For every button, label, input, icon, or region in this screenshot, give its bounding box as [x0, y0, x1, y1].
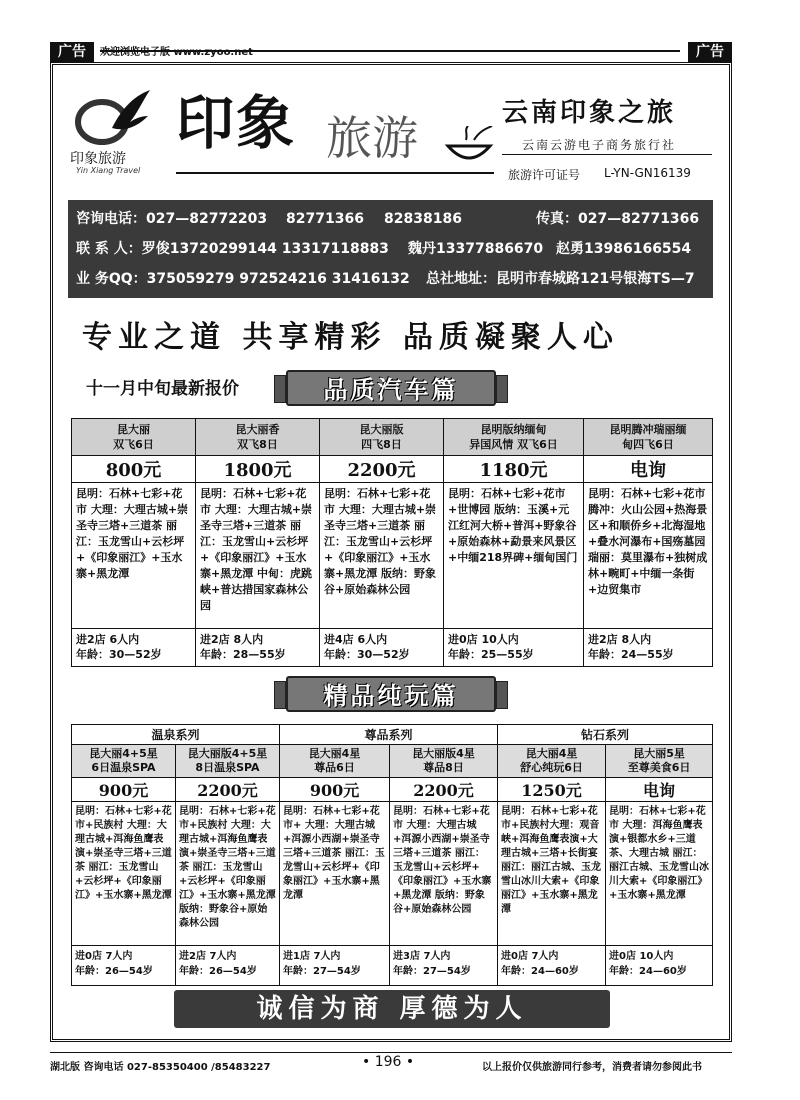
route-shops-age — [584, 629, 713, 667]
route-name: 昆大丽版4+5星 — [187, 747, 268, 760]
car-routes-table — [71, 418, 713, 667]
route-price: 1800元 — [196, 456, 320, 483]
route-itinerary: 昆明：石林+七彩+花市 大理：大理古城+崇圣寺三塔+三道茶 丽江：玉龙雪山+云杉坪+《印象丽江》+玉水寨+黑龙潭 版纳：野象谷+原始森林公园 — [320, 483, 444, 629]
site-banner: 欢迎浏览电子版 www.zyoo.net — [100, 47, 253, 58]
shop-count: 进1店 7人内 — [283, 951, 341, 962]
shop-count: 进2店 6人内 — [76, 633, 140, 646]
series-row — [72, 725, 713, 745]
route-type: 尊品6日 — [314, 761, 355, 774]
motto: 专业之道 共享精彩 品质凝聚人心 — [82, 320, 619, 355]
series-diamond: 钻石系列 — [498, 725, 713, 745]
route-price: 1180元 — [444, 456, 584, 483]
contact-person-2: 魏丹13377886670 — [408, 241, 544, 257]
route-price: 1250元 — [498, 778, 606, 802]
phone-main: 咨询电话：027—82772203 — [76, 211, 268, 227]
pure-routes-table — [71, 724, 713, 986]
route-type: 异国风情 双飞6日 — [469, 438, 558, 451]
route-name: 昆大丽5星 — [633, 747, 685, 760]
brand-title: 印象 — [176, 89, 297, 157]
route-name: 昆大丽4星 — [525, 747, 578, 760]
route-header — [196, 419, 320, 456]
route-header — [606, 745, 713, 778]
route-header — [176, 745, 280, 778]
route-type: 四飞8日 — [361, 438, 402, 451]
route-itinerary: 昆明：石林+七彩+花市 腾冲：火山公园+热海景区+和顺侨乡+北海湿地+叠水河瀑布+国殇墓园 瑞丽：莫里瀑布+独树成林+畹町+中缅一条街+边贸集市 — [584, 483, 713, 629]
route-itinerary: 昆明：石林+七彩+花市+ 大理：大理古城+洱源小西湖+崇圣寺三塔+三道茶 丽江：玉龙雪山+云杉坪+《印象丽江》+玉水寨+黑龙潭 — [280, 802, 390, 946]
route-name: 昆大丽版 — [359, 423, 404, 436]
route-itinerary: 昆明：石林+七彩+花市+民族村 大理：大理古城+洱海鱼鹰表演+崇圣寺三塔+三道茶 丽江：玉龙雪山+云杉坪+《印象丽江》+玉水寨+黑龙潭 — [72, 802, 176, 946]
contact-block — [68, 200, 713, 298]
route-itinerary: 昆明：石林+七彩+花市+民族村 大理：大理古城+洱海鱼鹰表演+崇圣寺三塔+三道茶 丽江：玉龙雪山+云杉坪+《印象丽江》+玉水寨+黑龙潭 版纳：野象谷+原始森林公园 — [176, 802, 280, 946]
shops-age-row — [72, 629, 713, 667]
route-price: 800元 — [72, 456, 196, 483]
route-itinerary: 昆明：石林+七彩+花市 大理：大理古城+洱源小西湖+崇圣寺三塔+三道茶 丽江：玉龙雪山+云杉坪+《印象丽江》+玉水寨+黑龙潭 版纳：野象谷+原始森林公园 — [390, 802, 498, 946]
contact-people-row — [76, 234, 705, 264]
age-range: 年龄：27—54岁 — [393, 966, 471, 977]
route-header — [584, 419, 713, 456]
route-price: 电询 — [584, 456, 713, 483]
route-type: 舒心纯玩6日 — [520, 761, 583, 774]
route-header — [280, 745, 390, 778]
ad-label-right: 广告 — [688, 42, 732, 62]
route-shops-age — [390, 946, 498, 986]
route-header-row — [72, 745, 713, 778]
route-header — [444, 419, 584, 456]
brand-underline — [176, 172, 494, 174]
shop-count: 进0店 7人内 — [75, 951, 133, 962]
company-rule — [502, 154, 712, 155]
route-type: 6日温泉SPA — [91, 761, 156, 774]
business-qq: 业 务QQ：375059279 972524216 31416132 — [76, 271, 410, 287]
route-header — [72, 745, 176, 778]
phone-row — [76, 204, 705, 234]
route-header — [390, 745, 498, 778]
page-number: • 196 • — [362, 1054, 415, 1070]
series-hot-spring: 温泉系列 — [72, 725, 280, 745]
route-shops-age — [196, 629, 320, 667]
age-range: 年龄：25—55岁 — [448, 648, 534, 661]
phone-third: 82838186 — [384, 211, 462, 227]
license-label: 旅游许可证号 — [508, 168, 581, 182]
age-range: 年龄：24—55岁 — [588, 648, 674, 661]
ad-label-left: 广告 — [50, 42, 94, 62]
route-price: 2200元 — [390, 778, 498, 802]
route-type: 甸四飞6日 — [622, 438, 674, 451]
route-header — [498, 745, 606, 778]
route-name: 昆明腾冲瑞丽缅 — [609, 423, 687, 436]
shop-count: 进2店 8人内 — [588, 633, 652, 646]
shop-count: 进4店 6人内 — [324, 633, 388, 646]
age-range: 年龄：24—60岁 — [609, 966, 687, 977]
phone-second: 82771366 — [286, 211, 364, 227]
itinerary-row — [72, 802, 713, 946]
head-office-address: 总社地址：昆明市春城路121号银海TS—7 — [426, 271, 695, 287]
route-shops-age — [72, 629, 196, 667]
route-shops-age — [176, 946, 280, 986]
route-shops-age — [606, 946, 713, 986]
age-range: 年龄：27—54岁 — [283, 966, 361, 977]
route-type: 双飞8日 — [237, 438, 278, 451]
route-name: 昆大丽香 — [235, 423, 280, 436]
route-shops-age — [280, 946, 390, 986]
route-type: 尊品8日 — [423, 761, 464, 774]
footer-disclaimer: 以上报价仅供旅游同行参考，消费者请勿参阅此书 — [482, 1062, 702, 1073]
route-price: 900元 — [280, 778, 390, 802]
route-shops-age — [444, 629, 584, 667]
footer-rule — [50, 1052, 732, 1053]
age-range: 年龄：28—55岁 — [200, 648, 286, 661]
route-name: 昆大丽4星 — [308, 747, 361, 760]
premium-pure-banner: 精品纯玩篇 — [286, 676, 496, 712]
qq-address-row — [76, 264, 705, 294]
route-price: 2200元 — [320, 456, 444, 483]
route-price: 900元 — [72, 778, 176, 802]
shop-count: 进0店 7人内 — [501, 951, 559, 962]
bowl-icon — [444, 126, 494, 166]
brand-subtitle: 旅游 — [326, 111, 418, 165]
age-range: 年龄：24—60岁 — [501, 966, 579, 977]
shop-count: 进0店 10人内 — [448, 633, 519, 646]
shop-count: 进2店 8人内 — [200, 633, 264, 646]
license-number: L-YN-GN16139 — [604, 166, 691, 180]
shop-count: 进3店 7人内 — [393, 951, 451, 962]
age-range: 年龄：26—54岁 — [75, 966, 153, 977]
company-name: 云南云游电子商务旅行社 — [522, 138, 677, 152]
route-itinerary: 昆明：石林+七彩+花市+世博园 版纳：玉溪+元江红河大桥+普洱+野象谷+原始森林+勐景来风景区+中缅218界碑+缅甸国门 — [444, 483, 584, 629]
route-type: 8日温泉SPA — [195, 761, 260, 774]
route-name: 昆大丽版4星 — [412, 747, 475, 760]
itinerary-row — [72, 483, 713, 629]
route-name: 昆大丽 — [117, 423, 150, 436]
route-header — [320, 419, 444, 456]
series-premium: 尊品系列 — [280, 725, 498, 745]
route-type: 至尊美食6日 — [627, 761, 691, 774]
age-range: 年龄：30—52岁 — [324, 648, 410, 661]
logo-chinese: 印象旅游 — [70, 151, 126, 167]
route-itinerary: 昆明：石林+七彩+花市 大理：大理古城+崇圣寺三塔+三道茶 丽江：玉龙雪山+云杉坪+《印象丽江》+玉水寨+黑龙潭 — [72, 483, 196, 629]
shops-age-row — [72, 946, 713, 986]
price-row — [72, 456, 713, 483]
route-shops-age — [320, 629, 444, 667]
route-header-row — [72, 419, 713, 456]
route-price: 电询 — [606, 778, 713, 802]
age-range: 年龄：26—54岁 — [179, 966, 257, 977]
route-type: 双飞6日 — [113, 438, 154, 451]
footer-edition-phone: 湖北版 咨询电话 027-85350400 /85483227 — [50, 1062, 271, 1073]
latest-price-label: 十一月中旬最新报价 — [86, 379, 239, 399]
wing-logo-icon — [72, 88, 152, 148]
route-itinerary: 昆明：石林+七彩+花市 大理：大理古城+崇圣寺三塔+三道茶 丽江：玉龙雪山+云杉坪+《印象丽江》+玉水寨+黑龙潭 中甸：虎跳峡+普达措国家森林公园 — [196, 483, 320, 629]
logo-english: Yin Xiang Travel — [76, 166, 141, 175]
route-shops-age — [498, 946, 606, 986]
shop-count: 进0店 10人内 — [609, 951, 674, 962]
route-price: 2200元 — [176, 778, 280, 802]
contact-person-1: 联 系 人：罗俊13720299144 13317118883 — [76, 241, 389, 257]
contact-person-3: 赵勇13986166554 — [556, 241, 692, 257]
route-name: 昆大丽4+5星 — [89, 747, 158, 760]
fax-number: 传真：027—82771366 — [536, 211, 700, 227]
bottom-slogan: 诚信为商 厚德为人 — [174, 990, 610, 1028]
age-range: 年龄：30—52岁 — [76, 648, 162, 661]
route-header — [72, 419, 196, 456]
route-itinerary: 昆明：石林+七彩+花市 大理：洱海鱼鹰表演+银都水乡+三道茶、大理古城 丽江：丽江古城、玉龙雪山冰川大索+《印象丽江》+玉水寨+黑龙潭 — [606, 802, 713, 946]
route-name: 昆明版纳缅甸 — [480, 423, 547, 436]
shop-count: 进2店 7人内 — [179, 951, 237, 962]
price-row — [72, 778, 713, 802]
quality-car-banner: 品质汽车篇 — [286, 370, 496, 406]
route-shops-age — [72, 946, 176, 986]
yunnan-slogan: 云南印象之旅 — [502, 98, 677, 128]
route-itinerary: 昆明：石林+七彩+花市+民族村大理：观音峡+洱海鱼鹰表演+大理古城+三塔+长街宴 丽江：丽江古城、玉龙雪山冰川大索+《印象丽江》+玉水寨+黑龙潭 — [498, 802, 606, 946]
